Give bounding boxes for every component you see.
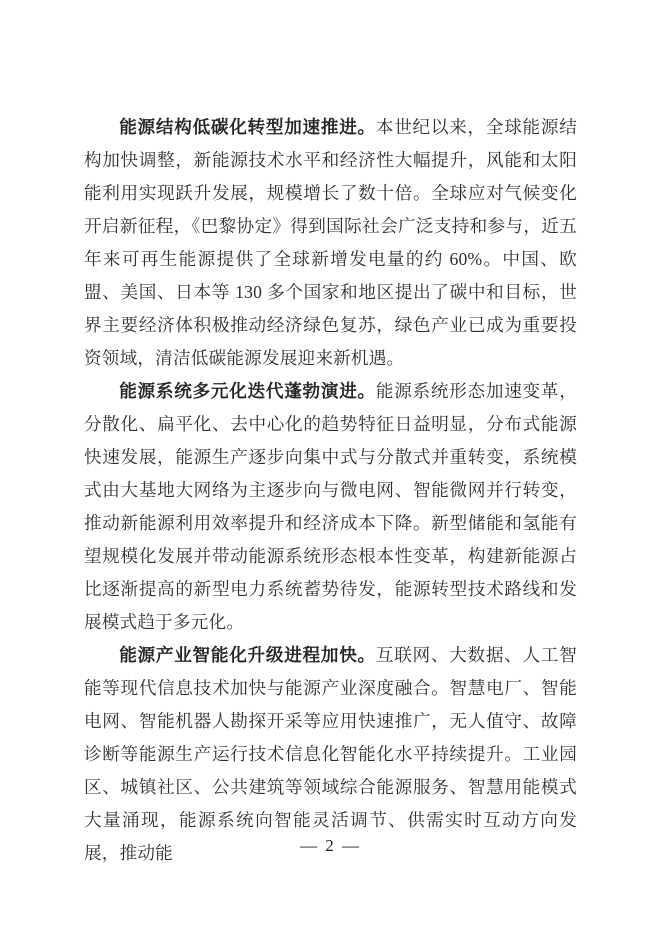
paragraph-lead: 能源系统多元化迭代蓬勃演进。 (119, 381, 376, 401)
paragraph (84, 111, 577, 375)
page-number: — 2 — (300, 836, 361, 855)
paragraph-body: 能源系统形态加速变革，分散化、扁平化、去中心化的趋势特征日益明显，分布式能源快速发展，能源生产逐步向集中式与分散式并重转变，系统模式由大基地大网络为主逐步向与微电网、智能微网并行转变，推动新能源利用效率提升和经济成本下降。新型储能和氢能有望规模化发展并带动能源系统形态根本性变革，构建新能源占比逐渐提高的新型电力系统蓄势待发，能源转型技术路线和发展模式趋于多元化。 (84, 381, 577, 632)
paragraph (84, 375, 577, 639)
document-body (84, 111, 577, 870)
paragraph-lead: 能源产业智能化升级进程加快。 (119, 645, 376, 665)
paragraph-lead: 能源结构低碳化转型加速推进。 (119, 117, 376, 137)
paragraph-body: 互联网、大数据、人工智能等现代信息技术加快与能源产业深度融合。智慧电厂、智能电网、智能机器人勘探开采等应用快速推广，无人值守、故障诊断等能源生产运行技术信息化智能化水平持续提升。工业园区、城镇社区、公共建筑等领域综合能源服务、智慧用能模式大量涌现，能源系统向智能灵活调节、供需实时互动方向发展，推动能 (84, 645, 577, 863)
paragraph-body: 本世纪以来，全球能源结构加快调整，新能源技术水平和经济性大幅提升，风能和太阳能利用实现跃升发展，规模增长了数十倍。全球应对气候变化开启新征程，《巴黎协定》得到国际社会广泛支持和参与，近五年来可再生能源提供了全球新增发电量的约 60%。中国、欧盟、美国、日本等 130 多个国家和地区提出了碳中和目标，世界主要经济体积极推动经济绿色复苏，绿色产业已成为重要投资领域，清洁低碳能源发展迎来新机遇。 (84, 117, 577, 368)
